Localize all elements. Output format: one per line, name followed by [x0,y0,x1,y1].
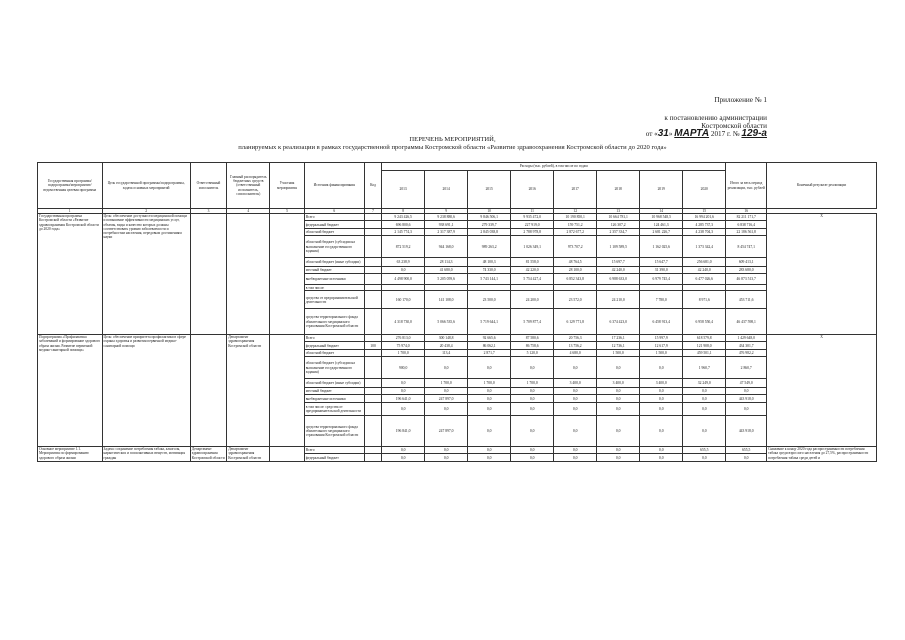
year-value-cell: 256 681,0 [683,258,726,267]
year-value-cell: 5 066 535,6 [425,309,468,335]
th-year-2016: 2016 [511,171,554,209]
doc-subtitle: планируемых к реализации в рамках государственной программы Костромской области «Развитие здравоохранения Костромской области до 2020 года» [238,144,667,151]
year-value-cell: 0,0 [382,267,425,274]
year-value-cell: 0,0 [597,357,640,379]
year-value-cell: 20 438,4 [425,342,468,350]
code-cell [364,350,381,357]
col-number: 5 [270,209,304,214]
year-value-cell: 75 974,0 [382,342,425,350]
th-total: Итого за весь период реализации, тыс. рублей [726,163,767,209]
th-source: Источник финансирования [304,163,364,209]
block2-responsible [190,335,227,447]
year-value-cell: 0,0 [511,447,554,454]
funding-source: федеральный бюджет [304,454,364,462]
year-value-cell: 2 845 038,8 [468,229,511,236]
block2-result: Х [767,335,877,447]
th-year-2015: 2015 [468,171,511,209]
block3-result: Снижение к концу 2020 года распространенности потребления табака среди взрослого населения до 27,5%, распространенности потребления табака среди детей и [767,447,877,462]
table-row [38,214,877,221]
year-value-cell: 7 780,0 [640,291,683,309]
funding-source: областной бюджет (иные субсидии) [304,258,364,267]
year-value-cell: 0,0 [425,447,468,454]
th-grbs: Главный распорядитель бюджетных средств (ответственный исполнитель, соисполнитель) [227,163,270,209]
year-value-cell: 159 751,2 [554,221,597,229]
year-value-cell: 9 935 472,0 [511,214,554,221]
total-cell: 434 301,7 [726,342,767,350]
year-value-cell: 23 500,0 [468,291,511,309]
code-cell [364,357,381,379]
year-value-cell: 0,0 [683,416,726,447]
year-value-cell: 28 100,0 [554,267,597,274]
code-cell [364,309,381,335]
year-value-cell: 160 170,0 [382,291,425,309]
funding-source: федеральный бюджет [304,342,364,350]
year-value-cell: 0,0 [554,388,597,395]
funding-source: Всего [304,447,364,454]
year-value-cell: 618 579,8 [683,335,726,342]
total-cell: 0,0 [726,454,767,462]
year-value-cell: 0,0 [640,403,683,416]
year-value-cell: 5 205 059,6 [425,274,468,285]
year-value-cell: 6 458 913,4 [640,309,683,335]
year-value-cell: 0,0 [425,454,468,462]
year-value-cell: 0,0 [511,395,554,403]
year-value-cell: 2 872 677,2 [554,229,597,236]
year-value-cell: 247 897,0 [425,416,468,447]
year-value-cell: 4 498 900,0 [382,274,425,285]
date-month-handwritten: МАРТА [674,128,710,139]
th-program: Государственная программа/подпрограмма/мероприятие/ведомственная целевая программа [38,163,103,209]
year-value-cell: 6 979 745,4 [640,274,683,285]
year-value-cell: 0,0 [468,388,511,395]
year-value-cell: 0,0 [468,416,511,447]
year-value-cell: 0,0 [554,447,597,454]
funding-source: средства территориального фонда обязательного медицинского страхования Костромской области [304,416,364,447]
year-value-cell: 0,0 [640,357,683,379]
year-value-cell: 0,0 [640,416,683,447]
funding-source: областной бюджет (иные субсидии) [304,379,364,388]
code-cell [364,236,381,258]
doc-title: ПЕРЕЧЕНЬ МЕРОПРИЯТИЙ, [409,136,496,143]
year-value-cell: 63 238,9 [382,258,425,267]
date-year: 2017 г. № [710,130,740,138]
decree-line2: Костромской области [701,122,767,130]
year-value-cell: 0,0 [382,447,425,454]
year-value-cell: 124 461,3 [640,221,683,229]
year-value-cell: 938 691,1 [425,221,468,229]
total-cell: 609 413,1 [726,258,767,267]
funding-source: внебюджетные источники [304,274,364,285]
code-cell [364,229,381,236]
year-value-cell: 2 317 387,9 [425,229,468,236]
total-cell: 655,5 [726,447,767,454]
code-cell [364,395,381,403]
year-value-cell: 0,0 [683,388,726,395]
year-value-cell: 0,0 [683,403,726,416]
col-number: 10 [468,209,511,214]
decree-number-handwritten: 129-а [741,128,767,139]
year-value-cell: 48 764,5 [554,258,597,267]
total-cell: 0,0 [726,388,767,395]
year-value-cell: 973 707,2 [554,236,597,258]
year-value-cell: 16 994 201,6 [683,214,726,221]
year-value-cell: 15 647,7 [640,258,683,267]
year-value-cell: 6 958 550,4 [683,309,726,335]
year-value-cell: 900,0 [382,357,425,379]
year-value-cell: 0,0 [511,403,554,416]
year-value-cell: 15 697,7 [597,258,640,267]
year-value-cell: 872 519,2 [382,236,425,258]
th-year-2018: 2018 [597,171,640,209]
col-number: 6 [304,209,364,214]
year-value-cell: 4 285 737,3 [683,221,726,229]
year-value-cell: 81 558,0 [511,258,554,267]
year-value-cell: 276 813,0 [382,335,425,342]
code-cell [364,221,381,229]
code-cell [364,454,381,462]
year-value-cell: 86 062,1 [468,342,511,350]
year-value-cell: 0,0 [597,395,640,403]
col-number: 15 [683,209,726,214]
year-value-cell: 6 129 771,8 [554,309,597,335]
total-cell: 22 186 561,8 [726,229,767,236]
block3-grbs: Департамент здравоохранения Костромской области [227,447,270,462]
year-value-cell: 0,0 [597,447,640,454]
th-year-2013: 2013 [382,171,425,209]
col-number: 16 [726,209,767,214]
total-cell: 1 429 648,0 [726,335,767,342]
block1-goal: Цель: обеспечение доступности медицинской помощи и повышение эффективности медицинских услуг, объемы, виды и качество которых должны соответствовать уровню заболеваемости и потребностям населения, передовым достижениям науки [102,214,190,335]
year-value-cell: 300 148,8 [425,335,468,342]
year-value-cell: 0,0 [640,395,683,403]
year-value-cell: 0,0 [554,454,597,462]
year-value-cell: 3 400,0 [597,379,640,388]
code-cell [364,379,381,388]
funding-source: средства территориального фонда обязательного медицинского страхования Костромской области [304,309,364,335]
year-value-cell: 196 841,0 [382,416,425,447]
col-number: 2 [102,209,190,214]
th-participant: Участник мероприятия [270,163,304,209]
year-value-cell: 4 238 704,3 [683,229,726,236]
block3-responsible: Департамент здравоохранения Костромской области [190,447,227,462]
funding-source: Всего [304,335,364,342]
year-value-cell: 24 210,0 [597,291,640,309]
year-value-cell: 1 109 589,5 [597,236,640,258]
year-value-cell: 2 871,7 [468,350,511,357]
col-number: 12 [554,209,597,214]
year-value-cell: 0,0 [468,403,511,416]
block1-name: Государственная программа Костромской области «Развитие здравоохранения Костромской области до 2020 года» [38,214,103,335]
total-cell: 443 918,0 [726,395,767,403]
year-value-cell: 42 240,0 [683,267,726,274]
year-value-cell: 42 240,0 [597,267,640,274]
year-value-cell: 10 664 781,1 [597,214,640,221]
block3-name: Основное мероприятие 1.1. Мероприятия по формированию здорового образа жизни [38,447,103,462]
col-number: 11 [511,209,554,214]
th-expenses: Расходы (тыс. рублей), в том числе по годам [382,163,726,171]
code-cell [364,258,381,267]
year-value-cell: 2 145 774,3 [382,229,425,236]
date-prefix: от « [645,130,658,138]
year-value-cell: 0,0 [382,454,425,462]
year-value-cell: 0,0 [640,388,683,395]
col-number: 9 [425,209,468,214]
year-value-cell: 2 357 334,7 [597,229,640,236]
date-day-handwritten: 31 [657,128,669,139]
year-value-cell: 0,0 [382,388,425,395]
year-value-cell: 31 390,0 [640,267,683,274]
total-cell: 0,0 [726,403,767,416]
code-cell [364,447,381,454]
year-value-cell: 0,0 [683,395,726,403]
col-number: 3 [190,209,227,214]
year-value-cell: 17 236,1 [597,335,640,342]
year-value-cell: 0,0 [468,357,511,379]
year-value-cell: 6 477 026,6 [683,274,726,285]
col-number: 13 [597,209,640,214]
th-code: Код [364,163,381,209]
year-value-cell: 0,0 [554,395,597,403]
year-value-cell: 4 318 730,0 [382,309,425,335]
year-value-cell: 0,0 [597,416,640,447]
year-value-cell: 12 617,9 [640,342,683,350]
year-value-cell: 0,0 [597,388,640,395]
year-value-cell: 141 108,0 [425,291,468,309]
year-value-cell: 1 373 342,4 [683,236,726,258]
year-value-cell: 32 249,0 [683,379,726,388]
year-value-cell: 5 709 877,4 [511,309,554,335]
table-row [38,335,877,342]
year-value-cell: 2 788 978,8 [511,229,554,236]
code-cell [364,267,381,274]
year-value-cell: 1 500,0 [640,350,683,357]
year-value-cell: 0,0 [554,357,597,379]
th-responsible: Ответственный исполнитель [190,163,227,209]
block1-grbs [227,214,270,335]
year-value-cell: 5 754 427,4 [511,274,554,285]
year-value-cell: 41 680,0 [425,267,468,274]
year-value-cell: 5 719 644,1 [468,309,511,335]
year-value-cell: 0,0 [511,357,554,379]
year-value-cell: 1 700,0 [382,350,425,357]
year-value-cell: 0,0 [683,454,726,462]
year-value-cell: 5 120,0 [511,350,554,357]
total-cell: 476 982,2 [726,350,767,357]
year-value-cell: 6 988 633,0 [597,274,640,285]
year-value-cell: 1 162 025,6 [640,236,683,258]
total-cell: 46 873 513,7 [726,274,767,285]
year-value-cell: 92 665,6 [468,335,511,342]
year-value-cell: 0,0 [468,395,511,403]
year-value-cell: 0,0 [597,454,640,462]
year-value-cell: 279 339,7 [468,221,511,229]
year-value-cell: 126 307,2 [597,221,640,229]
block1-result: Х [767,214,877,335]
year-value-cell: 23 572,0 [554,291,597,309]
year-value-cell: 1 700,0 [425,379,468,388]
year-value-cell: 9 846 506,1 [468,214,511,221]
col-number: 14 [640,209,683,214]
block1-participant [270,214,304,335]
total-cell: 283 680,0 [726,267,767,274]
total-cell: 6 838 716,4 [726,221,767,229]
year-value-cell: 0,0 [554,403,597,416]
th-year-2017: 2017 [554,171,597,209]
year-value-cell: 12 736,1 [597,342,640,350]
total-cell: 82 211 171,7 [726,214,767,221]
year-value-cell: 1 026 349,1 [511,236,554,258]
year-value-cell: 86 758,6 [511,342,554,350]
year-value-cell: 3 400,0 [640,379,683,388]
year-value-cell: 0,0 [468,447,511,454]
year-value-cell: 1 500,0 [597,350,640,357]
year-value-cell: 15 997,9 [640,335,683,342]
year-value-cell: 227 919,0 [511,221,554,229]
code-cell [364,403,381,416]
code-cell [364,388,381,395]
year-value-cell: 20 756,3 [554,335,597,342]
total-cell: 46 437 598,1 [726,309,767,335]
th-result: Конечный результат реализации [767,163,877,209]
year-value-cell: 4 680,0 [554,350,597,357]
funding-source: внебюджетные источники [304,395,364,403]
year-value-cell: 944 168,0 [425,236,468,258]
code-cell [364,335,381,342]
block3-goal: Задача: сохранение потребления табака, алкоголя, наркотических и психоактивных веществ, мотивация граждан [102,447,190,462]
funding-source: областной бюджет (субсидии на выполнение государственного задания) [304,357,364,379]
th-year-2014: 2014 [425,171,468,209]
table-row [38,447,877,454]
th-year-2020: 2020 [683,171,726,209]
funding-source: федеральный бюджет [304,221,364,229]
block2-goal: Цель: обеспечение приоритета профилактики в сфере охраны здоровья и развития первичной медико-санитарной помощи [102,335,190,447]
year-value-cell: 5 743 144,1 [468,274,511,285]
year-value-cell: 0,0 [425,388,468,395]
block2-name: Подпрограмма «Профилактика заболеваний и формирование здорового образа жизни. Развитие первичной медико-санитарной помощи» [38,335,103,447]
year-value-cell: 24 200,0 [511,291,554,309]
funding-source: Всего [304,214,364,221]
code-cell [364,291,381,309]
year-value-cell: 247 897,0 [425,395,468,403]
total-cell: 2 860,7 [726,357,767,379]
block2-grbs: Департамент здравоохранения Костромской области [227,335,270,447]
year-value-cell: 0,0 [640,447,683,454]
year-value-cell: 0,0 [382,379,425,388]
year-value-cell: 8 971,6 [683,291,726,309]
code-cell [364,214,381,221]
year-value-cell: 0,0 [468,454,511,462]
year-value-cell: 0,0 [597,403,640,416]
year-value-cell: 0,0 [640,454,683,462]
year-value-cell: 1 700,0 [511,379,554,388]
col-number: 1 [38,209,103,214]
code-cell: 100 [364,342,381,350]
year-value-cell: 113,4 [425,350,468,357]
th-goal: Цель государственной программы/подпрограммы, задача основных мероприятий [102,163,190,209]
col-number: 4 [227,209,270,214]
year-value-cell: 74 330,0 [468,267,511,274]
year-value-cell: 0,0 [425,357,468,379]
year-value-cell: 655,5 [683,447,726,454]
year-value-cell: 0,0 [554,416,597,447]
year-value-cell: 2 681 226,7 [640,229,683,236]
year-value-cell: 10 190 850,1 [554,214,597,221]
block1-responsible [190,214,227,335]
appendix-label: Приложение № 1 [714,96,767,104]
year-value-cell: 696 800,6 [382,221,425,229]
year-value-cell: 10 968 548,5 [640,214,683,221]
block3-participant [270,447,304,462]
year-value-cell: 0,0 [425,403,468,416]
year-value-cell: 9 238 880,6 [425,214,468,221]
code-cell [364,274,381,285]
year-value-cell: 9 243 426,5 [382,214,425,221]
year-value-cell: 0,0 [511,388,554,395]
year-value-cell: 6 852 343,8 [554,274,597,285]
funding-source: областной бюджет [304,350,364,357]
measures-table [37,162,877,462]
total-cell: 453 711,6 [726,291,767,309]
year-value-cell: 459 501,1 [683,350,726,357]
total-cell: 8 454 747,1 [726,236,767,258]
date-mid: » [668,130,673,138]
year-value-cell: 1 700,0 [468,379,511,388]
year-value-cell: 13 756,2 [554,342,597,350]
year-value-cell: 48 100,3 [468,258,511,267]
col-number: 7 [364,209,381,214]
year-value-cell: 6 374 423,0 [597,309,640,335]
year-value-cell: 3 400,0 [554,379,597,388]
funding-source: местный бюджет [304,388,364,395]
funding-source: в том числе: средства от предпринимательской деятельности [304,403,364,416]
year-value-cell: 42 220,0 [511,267,554,274]
year-value-cell: 0,0 [511,454,554,462]
funding-source: областной бюджет (субсидии на выполнение государственного задания) [304,236,364,258]
funding-source: в том числе: [304,285,364,291]
total-cell: 47 549,0 [726,379,767,388]
col-number: 8 [382,209,425,214]
year-value-cell: 989 263,2 [468,236,511,258]
th-year-2019: 2019 [640,171,683,209]
year-value-cell: 121 908,0 [683,342,726,350]
year-value-cell: 87 580,6 [511,335,554,342]
year-value-cell: 0,0 [511,416,554,447]
year-value-cell: 28 114,3 [425,258,468,267]
funding-source: местный бюджет [304,267,364,274]
year-value-cell: 1 960,7 [683,357,726,379]
funding-source: средства от предпринимательской деятельности [304,291,364,309]
year-value-cell: 196 641,0 [382,395,425,403]
funding-source: областной бюджет [304,229,364,236]
decree-line1: к постановлению администрации [664,114,767,122]
block2-participant [270,335,304,447]
total-cell: 443 918,0 [726,416,767,447]
code-cell [364,416,381,447]
year-value-cell: 0,0 [382,403,425,416]
